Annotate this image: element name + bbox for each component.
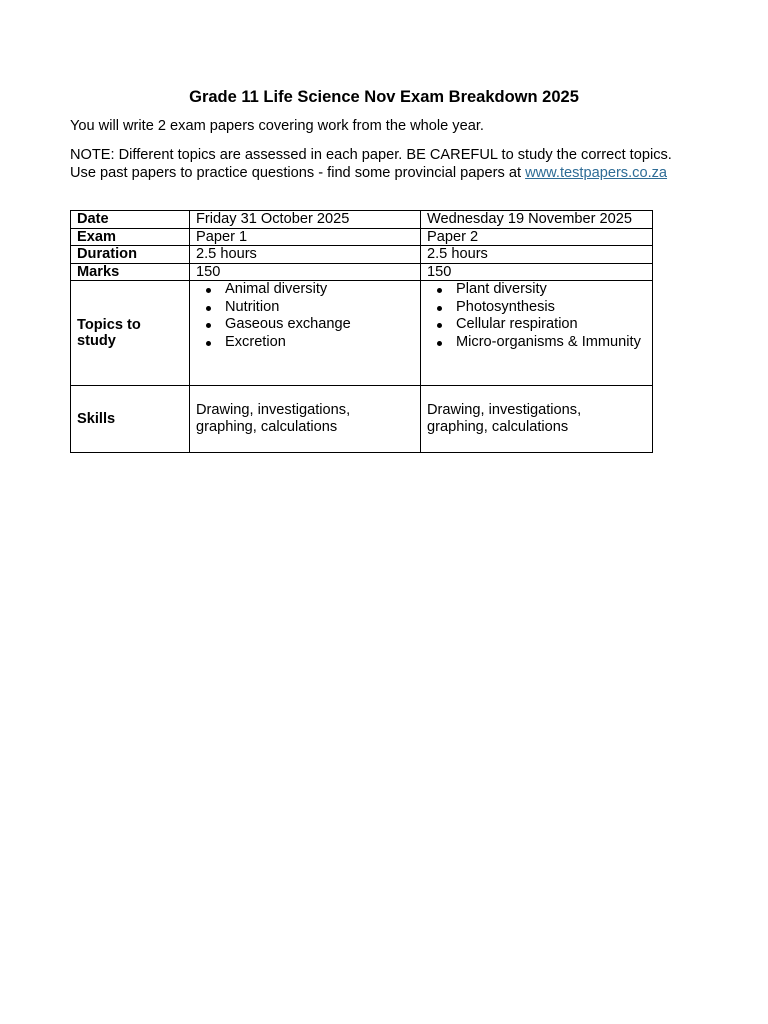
paper2-marks: 150 (421, 263, 653, 281)
note-text: NOTE: Different topics are assessed in each paper. BE CAREFUL to study the correct topics. Use past papers to practice questions - find some provincial papers at (70, 147, 672, 181)
list-item: Nutrition (225, 299, 414, 317)
list-item: Gaseous exchange (225, 316, 414, 334)
testpapers-link[interactable]: www.testpapers.co.za (525, 164, 668, 181)
table-row-marks (71, 263, 653, 281)
list-item: Excretion (225, 334, 414, 352)
paper2-exam: Paper 2 (421, 228, 653, 246)
list-item: Cellular respiration (456, 316, 646, 334)
paper2-topics-cell (421, 281, 653, 386)
table-row-date (71, 211, 653, 229)
paper1-topics-cell (190, 281, 421, 386)
paper1-duration: 2.5 hours (190, 246, 421, 264)
paper2-duration: 2.5 hours (421, 246, 653, 264)
paper1-topics-list (196, 281, 414, 351)
page-title: Grade 11 Life Science Nov Exam Breakdown 2025 (189, 88, 579, 106)
intro-paragraph: You will write 2 exam papers covering work from the whole year. (70, 118, 484, 134)
paper1-marks: 150 (190, 263, 421, 281)
list-item: Photosynthesis (456, 299, 646, 317)
list-item: Plant diversity (456, 281, 646, 299)
row-label-skills: Skills (71, 386, 190, 453)
table-row-skills (71, 386, 653, 453)
exam-breakdown-table (70, 210, 653, 453)
paper2-skills: Drawing, investigations, graphing, calculations (427, 402, 582, 435)
table-row-topics (71, 281, 653, 386)
table-row-exam (71, 228, 653, 246)
list-item: Micro-organisms & Immunity (456, 334, 646, 352)
row-label-duration: Duration (71, 246, 190, 264)
paper2-date: Wednesday 19 November 2025 (421, 211, 653, 229)
paper2-skills-cell (421, 386, 653, 453)
note-paragraph (70, 147, 680, 182)
paper2-topics-list (427, 281, 646, 351)
row-label-date: Date (71, 211, 190, 229)
paper1-exam: Paper 1 (190, 228, 421, 246)
paper1-date: Friday 31 October 2025 (190, 211, 421, 229)
paper1-skills-cell (190, 386, 421, 453)
row-label-topics: Topics to study (71, 281, 190, 386)
list-item: Animal diversity (225, 281, 414, 299)
row-label-exam: Exam (71, 228, 190, 246)
table-row-duration (71, 246, 653, 264)
row-label-marks: Marks (71, 263, 190, 281)
paper1-skills: Drawing, investigations, graphing, calculations (196, 402, 351, 435)
